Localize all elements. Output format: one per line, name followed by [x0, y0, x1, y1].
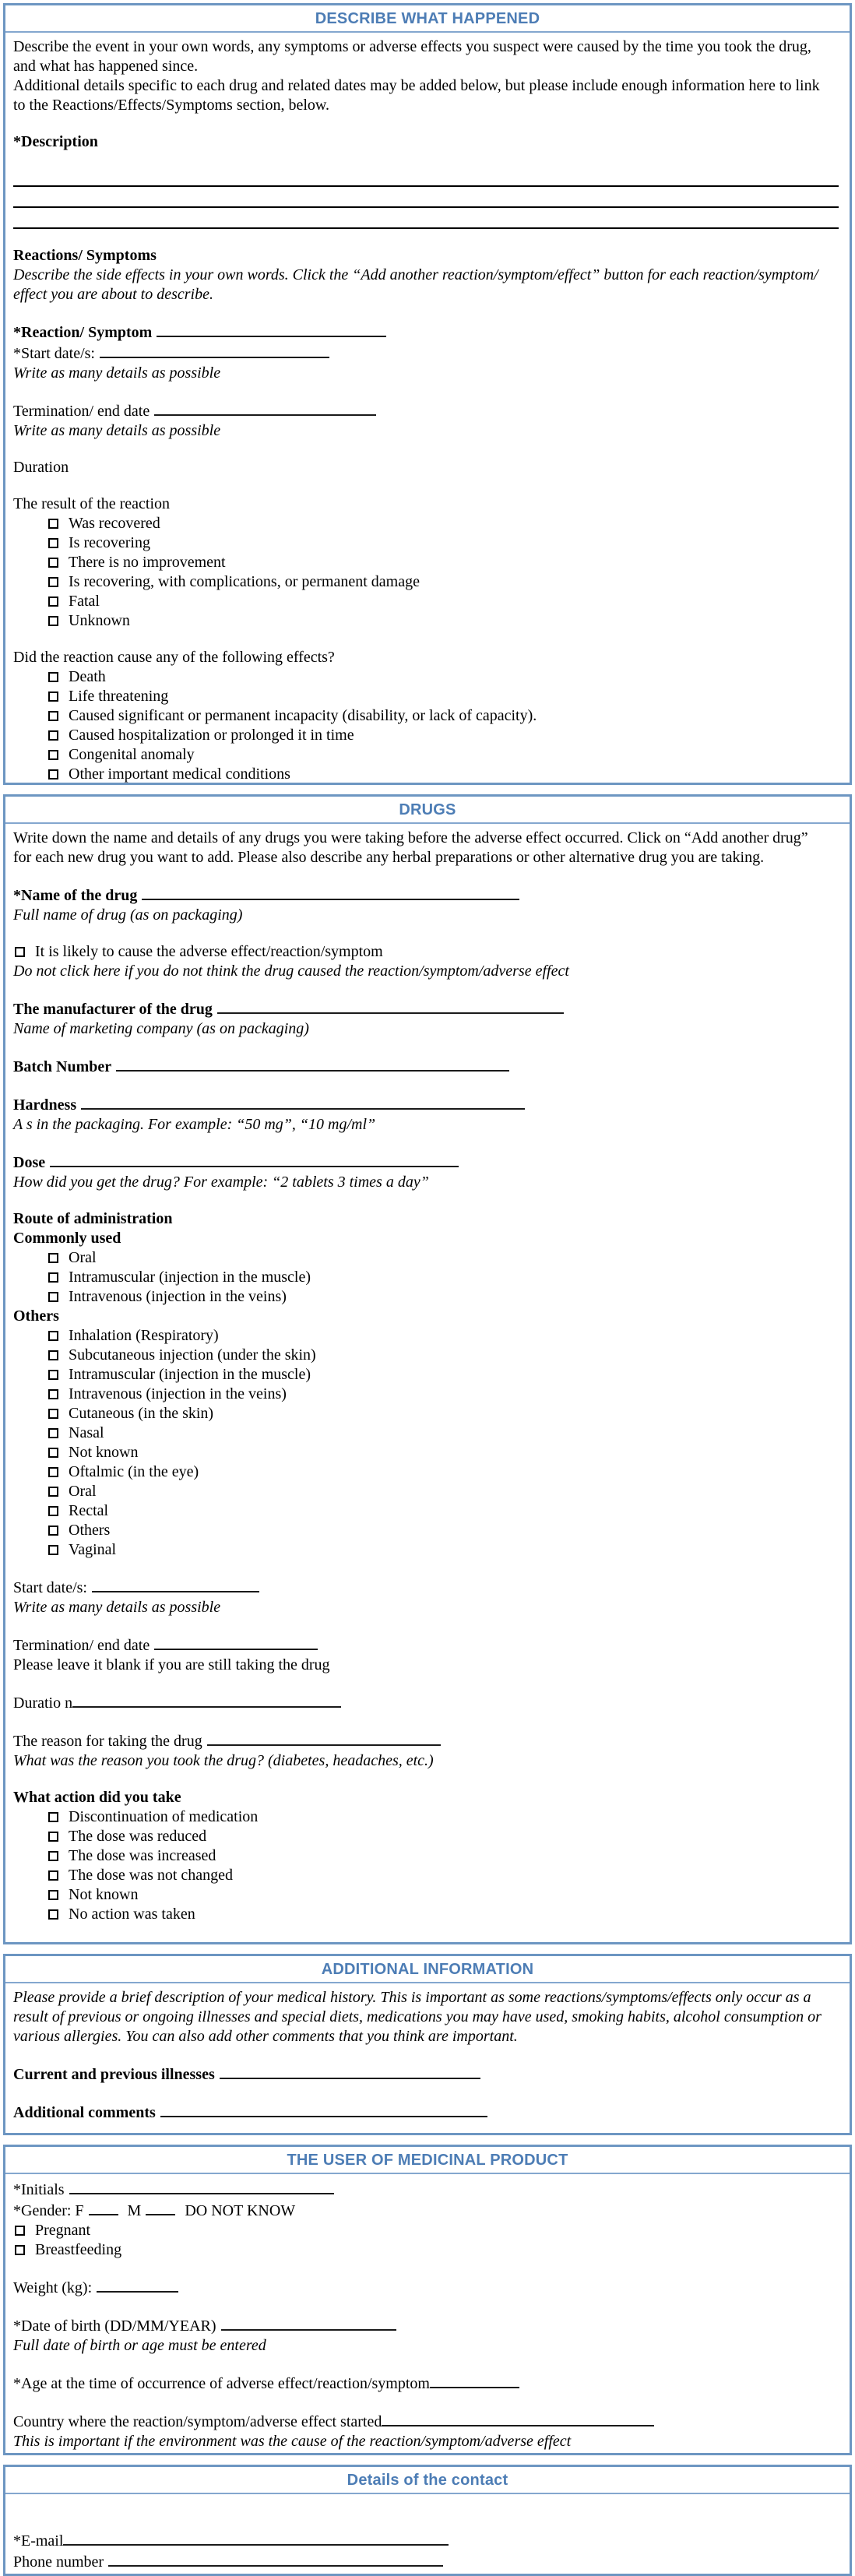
reaction-label: *Reaction/ Symptom — [13, 324, 153, 341]
drug-duration-blank[interactable] — [72, 1692, 341, 1708]
section-user-of-medicinal-product — [3, 2145, 852, 2455]
gender-line — [13, 2200, 842, 2221]
likely-cause-note: Do not click here if you do not think the drug caused the reaction/symptom/adverse effect — [13, 962, 569, 980]
checkbox-icon[interactable] — [48, 1272, 58, 1283]
phone-blank[interactable] — [108, 2551, 443, 2567]
description-line-3[interactable] — [13, 208, 839, 229]
result-label: The result of the reaction — [13, 495, 171, 512]
effect-option[interactable]: Caused hospitalization or prolonged it in time — [13, 726, 842, 745]
effects-question: Did the reaction cause any of the following effects? — [13, 649, 335, 666]
reason-note: What was the reason you took the drug? (diabetes, headaches, etc.) — [13, 1752, 434, 1769]
section-describe-what-happened — [3, 3, 852, 785]
checkbox-icon[interactable] — [48, 1851, 58, 1861]
dose-blank[interactable] — [50, 1152, 459, 1167]
checkbox-icon[interactable] — [48, 672, 58, 682]
drugs-intro: Write down the name and details of any drugs you were taking before the adverse effect occurred. Click on “Add another drug” for each new drug you want to add. Please also describe any herbal preparations or other alternative drug you are taking. — [13, 829, 808, 866]
section-title: DRUGS — [5, 797, 850, 824]
route-option[interactable]: Inhalation (Respiratory) — [13, 1326, 842, 1346]
drug-start-note: Write as many details as possible — [13, 1599, 221, 1616]
section-details-of-contact — [3, 2465, 852, 2576]
dob-blank[interactable] — [221, 2315, 396, 2331]
route-option[interactable]: Vaginal — [13, 1540, 842, 1560]
weight-blank[interactable] — [97, 2277, 178, 2293]
effect-option[interactable]: Death — [13, 667, 842, 687]
route-option[interactable]: Intravenous (injection in the veins) — [13, 1287, 842, 1307]
others-heading: Others — [13, 1307, 59, 1325]
result-option[interactable]: Is recovering, with complications, or permanent damage — [13, 572, 842, 592]
checkbox-icon[interactable] — [48, 750, 58, 760]
duration-label: Duration — [13, 459, 69, 476]
action-option[interactable]: No action was taken — [13, 1905, 842, 1924]
checkbox-icon[interactable] — [48, 711, 58, 721]
checkbox-icon[interactable] — [15, 947, 25, 957]
checkbox-icon[interactable] — [48, 596, 58, 607]
age-blank[interactable] — [430, 2373, 519, 2388]
action-option[interactable]: Not known — [13, 1885, 842, 1905]
dose-note: How did you get the drug? For example: “2 tablets 3 times a day” — [13, 1174, 429, 1191]
drug-name-label: *Name of the drug — [13, 887, 138, 904]
email-blank[interactable] — [63, 2530, 449, 2546]
start-date-blank[interactable] — [100, 343, 329, 358]
effect-option[interactable]: Congenital anomaly — [13, 745, 842, 765]
section-additional-information — [3, 1954, 852, 2135]
illnesses-label: Current and previous illnesses — [13, 2066, 215, 2083]
effect-option[interactable]: Caused significant or permanent incapacity (disability, or lack of capacity). — [13, 706, 842, 726]
country-blank[interactable] — [382, 2411, 654, 2426]
gender-m-label: M — [127, 2202, 142, 2219]
checkbox-icon[interactable] — [48, 692, 58, 702]
checkbox-icon[interactable] — [48, 616, 58, 626]
checkbox-icon[interactable] — [48, 1487, 58, 1497]
checkbox-icon[interactable] — [48, 1350, 58, 1360]
intro-paragraph-1: Describe the event in your own words, any symptoms or adverse effects you suspect were caused by the time you took the drug, and what has happened since. — [13, 38, 811, 75]
route-option[interactable]: Subcutaneous injection (under the skin) — [13, 1346, 842, 1365]
reason-label: The reason for taking the drug — [13, 1733, 202, 1750]
dose-label: Dose — [13, 1154, 46, 1171]
result-option[interactable]: Is recovering — [13, 533, 842, 553]
section-title: THE USER OF MEDICINAL PRODUCT — [5, 2147, 850, 2174]
checkbox-icon[interactable] — [48, 1870, 58, 1881]
route-option[interactable]: Rectal — [13, 1501, 842, 1521]
drug-start-blank[interactable] — [92, 1577, 259, 1592]
drug-name-blank[interactable] — [142, 885, 519, 900]
intro-paragraph-2: Additional details specific to each drug and related dates may be added below, but please include enough information here to link to the Reactions/Effects/Symptoms section, below. — [13, 77, 820, 114]
start-date-label: *Start date/s: — [13, 345, 95, 362]
drug-termination-note: Please leave it blank if you are still taking the drug — [13, 1656, 330, 1673]
country-label: Country where the reaction/symptom/adverse effect started — [13, 2413, 382, 2430]
section-title: DESCRIBE WHAT HAPPENED — [5, 5, 850, 33]
gender-label: *Gender: F — [13, 2202, 84, 2219]
result-option[interactable]: Fatal — [13, 592, 842, 611]
reason-blank[interactable] — [207, 1730, 441, 1746]
phone-label: Phone number — [13, 2553, 104, 2571]
section-drugs — [3, 794, 852, 1944]
effect-option[interactable]: Other important medical conditions — [13, 765, 842, 784]
description-line-2[interactable] — [13, 187, 839, 208]
result-option[interactable]: Was recovered — [13, 514, 842, 533]
checkbox-icon[interactable] — [48, 1292, 58, 1302]
checkbox-icon[interactable] — [15, 2245, 25, 2255]
section-title: ADDITIONAL INFORMATION — [5, 1956, 850, 1983]
checkbox-icon[interactable] — [48, 1331, 58, 1341]
description-line-1[interactable] — [13, 166, 839, 187]
checkbox-icon[interactable] — [48, 1370, 58, 1380]
manufacturer-note: Name of marketing company (as on packaging) — [13, 1020, 309, 1037]
section-title: Details of the contact — [5, 2467, 850, 2494]
route-option[interactable]: Intravenous (injection in the veins) — [13, 1385, 842, 1404]
comments-blank[interactable] — [160, 2102, 487, 2117]
weight-label: Weight (kg): — [13, 2279, 93, 2296]
termination-blank[interactable] — [154, 400, 376, 416]
checkbox-icon[interactable] — [48, 1890, 58, 1900]
batch-number-blank[interactable] — [116, 1056, 509, 1072]
action-option[interactable]: The dose was increased — [13, 1846, 842, 1866]
drug-name-note: Full name of drug (as on packaging) — [13, 906, 243, 924]
details-note-2: Write as many details as possible — [13, 422, 221, 439]
checkbox-icon[interactable] — [48, 730, 58, 741]
action-heading: What action did you take — [13, 1789, 181, 1806]
checkbox-icon[interactable] — [48, 769, 58, 779]
route-option[interactable]: Oral — [13, 1248, 842, 1268]
comments-label: Additional comments — [13, 2104, 156, 2121]
route-option[interactable]: Not known — [13, 1443, 842, 1462]
checkbox-icon[interactable] — [48, 1909, 58, 1920]
gender-unknown-label: DO NOT KNOW — [185, 2202, 296, 2219]
checkbox-icon[interactable] — [48, 1389, 58, 1399]
reaction-blank[interactable] — [157, 322, 386, 337]
checkbox-icon[interactable] — [48, 577, 58, 587]
checkbox-icon[interactable] — [48, 538, 58, 548]
hardness-blank[interactable] — [81, 1094, 525, 1110]
commonly-used-heading: Commonly used — [13, 1230, 121, 1247]
checkbox-icon[interactable] — [48, 1409, 58, 1419]
details-note: Write as many details as possible — [13, 364, 221, 382]
gender-female-blank[interactable] — [89, 2200, 118, 2215]
manufacturer-label: The manufacturer of the drug — [13, 1001, 213, 1018]
country-note: This is important if the environment was the cause of the reaction/symptom/adverse effect — [13, 2433, 572, 2450]
effect-option[interactable]: Life threatening — [13, 687, 842, 706]
route-option[interactable]: Intramuscular (injection in the muscle) — [13, 1268, 842, 1287]
hardness-label: Hardness — [13, 1096, 77, 1114]
route-option[interactable]: Oral — [13, 1482, 842, 1501]
result-option[interactable]: There is no improvement — [13, 553, 842, 572]
action-option[interactable]: The dose was reduced — [13, 1827, 842, 1846]
checkbox-icon[interactable] — [48, 1545, 58, 1555]
checkbox-icon[interactable] — [48, 1526, 58, 1536]
email-label: *E-mail — [13, 2532, 64, 2550]
dob-label: *Date of birth (DD/MM/YEAR) — [13, 2317, 216, 2335]
checkbox-icon[interactable] — [48, 1428, 58, 1438]
action-option[interactable]: Discontinuation of medication — [13, 1807, 842, 1827]
reactions-heading: Reactions/ Symptoms — [13, 247, 157, 264]
hardness-note: A s in the packaging. For example: “50 mg”, “10 mg/ml” — [13, 1116, 376, 1133]
batch-number-label: Batch Number — [13, 1058, 112, 1075]
route-option[interactable]: Others — [13, 1521, 842, 1540]
checkbox-icon[interactable] — [48, 1832, 58, 1842]
checkbox-icon[interactable] — [48, 1812, 58, 1822]
age-label: *Age at the time of occurrence of adverse effect/reaction/symptom — [13, 2375, 430, 2392]
description-label: *Description — [13, 133, 98, 150]
checkbox-icon[interactable] — [48, 1467, 58, 1477]
action-option[interactable]: The dose was not changed — [13, 1866, 842, 1885]
breastfeeding-option[interactable]: Breastfeeding — [13, 2240, 842, 2260]
route-option[interactable]: Intramuscular (injection in the muscle) — [13, 1365, 842, 1385]
termination-label: Termination/ end date — [13, 403, 150, 420]
gender-male-blank[interactable] — [146, 2200, 175, 2215]
drug-duration-label: Duratio n — [13, 1694, 73, 1712]
drug-termination-label: Termination/ end date — [13, 1637, 150, 1654]
pregnant-option[interactable]: Pregnant — [13, 2221, 842, 2240]
initials-label: *Initials — [13, 2181, 65, 2198]
drug-termination-blank[interactable] — [154, 1635, 318, 1650]
checkbox-icon[interactable] — [15, 2226, 25, 2236]
route-option[interactable]: Oftalmic (in the eye) — [13, 1462, 842, 1482]
manufacturer-blank[interactable] — [217, 998, 564, 1014]
reactions-note: Describe the side effects in your own words. Click the “Add another reaction/symptom/effect” button for each reaction/symptom/ effect you are about to describe. — [13, 266, 818, 303]
likely-cause-option[interactable]: It is likely to cause the adverse effect/reaction/symptom — [13, 942, 842, 962]
route-option[interactable]: Cutaneous (in the skin) — [13, 1404, 842, 1423]
checkbox-icon[interactable] — [48, 1448, 58, 1458]
dob-note: Full date of birth or age must be entered — [13, 2337, 266, 2354]
illnesses-blank[interactable] — [220, 2064, 480, 2079]
checkbox-icon[interactable] — [48, 558, 58, 568]
checkbox-icon[interactable] — [48, 1253, 58, 1263]
route-heading: Route of administration — [13, 1210, 173, 1227]
additional-info-note: Please provide a brief description of your medical history. This is important as some reactions/symptoms/effects only occur as a result of previous or ongoing illnesses and special diets, medications you may have used, smoking habits, alcohol consumption or various allergies. You can also add other comments that you think are important. — [13, 1989, 822, 2045]
checkbox-icon[interactable] — [48, 1506, 58, 1516]
result-option[interactable]: Unknown — [13, 611, 842, 631]
initials-blank[interactable] — [69, 2179, 334, 2194]
route-option[interactable]: Nasal — [13, 1423, 842, 1443]
checkbox-icon[interactable] — [48, 519, 58, 529]
drug-start-label: Start date/s: — [13, 1579, 87, 1596]
